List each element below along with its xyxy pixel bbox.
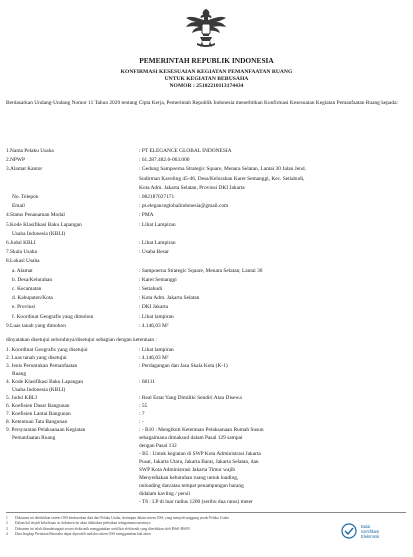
field-value: dengan Pasal 132	[139, 443, 177, 449]
field-value: : Lihat lampiran	[139, 347, 174, 353]
approval-heading: dinyatakan disetujui seluruhnya/disetujui sebagian dengan ketentuan :	[6, 337, 157, 343]
field-value: : 082187027171	[139, 194, 175, 200]
footnote-number: 1	[6, 516, 8, 520]
field-label: 5.Kode Klasifikasi Baku Lapangan	[6, 221, 82, 228]
field-label: Usaha Indonesia (KBLI)	[12, 387, 66, 393]
intro-paragraph: Berdasarkan Undang-Undang Nomor 11 Tahun 2020 tentang Cipta Kerja, Pemerintah Republik Indonesia menerbitkan Konfirmasi Kesesuaian Kegiatan Pemanfaatan Ruang kepada:	[6, 100, 398, 106]
footnote-number: 3	[6, 526, 8, 531]
field-label: d. Kabupaten/Kota	[12, 295, 53, 302]
field-value: : PT ELEGANCE GLOBAL INDONESIA	[139, 148, 232, 154]
field-label: 8. Ketentuan Tata Bangunan	[6, 419, 68, 425]
field-value: Kota Adm. Jakarta Selatan, Provinsi DKI Jakarta	[139, 184, 245, 191]
field-label: 3.Alamat Kantor	[6, 166, 43, 173]
document-subtitle: KONFIRMASI KESESUAIAN KEGIATAN PEMANFAATAN RUANG	[120, 69, 293, 75]
field-label: 6.Judul KBLI	[6, 240, 36, 246]
field-label: 4.Status Penanaman Modal	[6, 212, 65, 219]
field-value: : Gedung Sampoerna Strategic Square, Menara Selatan, Lantai 30 Jalan Jend.	[139, 166, 306, 173]
field-value: : - B10 : Mengikuti Ketentuan Pelaksanaan Rumah Susun	[139, 427, 264, 433]
field-value: unloading dan/atau tempat penampungan barang	[139, 483, 244, 489]
field-value: - T6 : LP di luar radius 1200 (seribu dua ratus) meter	[139, 499, 253, 505]
footnote	[6, 532, 326, 537]
field-value: : Setiabudi	[139, 286, 163, 292]
field-label: Email	[12, 203, 25, 210]
field-label: No. Telepon	[12, 194, 39, 200]
field-label: 1.Nama Pelaku Usaha	[6, 148, 54, 154]
field-value: Menyediakan kebutuhan ruang untuk loading,	[139, 475, 239, 481]
footnote-text: Dokumen ini telah ditandatangani secara elektronik menggunakan sertifikat elektronik yang diterbitkan oleh BSrE-BSSN	[15, 526, 190, 531]
footnotes	[6, 516, 326, 538]
field-label: 6. Koefisien Dasar Bangunan	[6, 403, 70, 409]
field-label: Ruang	[12, 371, 27, 377]
bsre-line-3: Elektronik	[361, 533, 380, 539]
field-value: : 4.146,03 M²	[139, 322, 169, 329]
field-label: 2. Luas tanah yang disetujui	[6, 355, 67, 361]
garuda-emblem-icon	[183, 6, 229, 52]
field-label: e. Provinsi	[12, 304, 36, 311]
field-label: a. Alamat	[12, 267, 33, 274]
field-label: b. Desa/Kelurahan	[12, 276, 53, 283]
field-value: SWP Kota Administrasi Jakarta Timur wajib	[139, 467, 236, 473]
footnote-text: Dalam hal terjadi kekeliruan isi dokumen ini akan dilakukan perbaikan sebagaimana mestinya	[15, 521, 151, 526]
footnote-number: 2	[6, 521, 8, 526]
field-value: : Sampoerna Strategic Square, Menara Selatan, Lantai 30	[139, 267, 263, 274]
field-label: 9. Persyaratan Pelaksanaan Kegiatan	[6, 427, 86, 433]
field-value: : Perdagangan dan Jasa Skala Kota (K-1)	[139, 363, 228, 369]
field-value: : 7	[139, 411, 145, 417]
field-label: 7.Skala Usaha	[6, 249, 37, 256]
field-label: 8.Lokasi Usaha	[6, 258, 40, 265]
document-subtitle-2: UNTUK KEGIATAN BERUSAHA	[164, 76, 249, 82]
footer-divider	[6, 512, 406, 513]
field-value: : pt.eleganceglobalindonesia@gmail.com	[139, 203, 229, 210]
field-label: 4. Kode Klasifikasi Baku Lapangan	[6, 379, 84, 385]
field-label: Pemanfaatan Ruang	[12, 435, 56, 441]
document-title: PEMERINTAH REPUBLIK INDONESIA	[139, 56, 274, 65]
field-value: Sudirman Kaveling 45-46, Desa/Kelurahan Karet Semanggi, Kec. Setiabudi,	[139, 175, 305, 182]
field-value: : Lihat lampiran	[139, 313, 174, 320]
bsre-line-1: Balai	[361, 523, 371, 529]
field-label: 7. Koefisien Lantai Bangunan	[6, 411, 71, 417]
field-value: : 68111	[139, 379, 155, 385]
field-value: didalam kavling / persil	[139, 491, 191, 497]
field-value: : 61.287.482.6-063.000	[139, 157, 190, 164]
footnote-number: 4	[6, 532, 8, 537]
field-value: sebagaimana dimaksud dalam Pasal 129 sampai	[139, 435, 243, 441]
bsre-badge	[341, 518, 407, 544]
field-value: - B5 : Untuk kegiatan di SWP Kota Administrasi Jakarta	[139, 451, 261, 457]
field-value: : PMA	[139, 212, 154, 219]
field-value: : Usaha Besar	[139, 249, 169, 256]
field-label: 3. Jenis Peruntukan Pemanfaatan	[6, 363, 78, 369]
field-value: : Real Estat Yang Dimiliki Sendiri Atau Disewa	[139, 395, 242, 401]
field-value: : DKI Jakarta	[139, 304, 169, 311]
footnote-text: Dokumen ini diterbitkan sistem OSS berdasarkan data dari Pelaku Usaha, tersimpan dalam sistem OSS, yang menjadi tanggung jawab Pelaku Usaha	[15, 516, 229, 520]
field-label: 5. Judul KBLI	[6, 395, 37, 401]
field-label: 2.NPWP	[6, 157, 26, 164]
document-number: NOMOR : 25102210113174434	[169, 83, 244, 89]
field-value: : Lihat Lampiran	[139, 221, 176, 228]
field-value: Pusat, Jakarta Utara, Jakarta Barat, Jakarta Selatan, dan	[139, 459, 259, 465]
field-label: 9.Luas tanah yang dimohon	[6, 322, 66, 329]
field-value: : 55	[139, 403, 148, 409]
field-value: : Kota Adm. Jakarta Selatan	[139, 295, 200, 302]
field-value: : Lihat Lampiran	[139, 240, 176, 246]
field-value: : 4.146,03 M²	[139, 355, 169, 361]
footnote-text: Data lengkap Perizinan Berusaha dapat diperoleh melalui sistem OSS menggunakan hak akses	[15, 532, 152, 537]
field-value: : Karet Semanggi	[139, 276, 177, 283]
field-label: f. Koordinat Geografis yang dimohon	[12, 313, 94, 320]
bsre-line-2: Sertifikasi	[361, 528, 380, 534]
field-label: c. Kecamatan	[12, 286, 42, 292]
field-label: Usaha Indonesia (KBLI)	[12, 230, 66, 237]
field-value: : -	[139, 419, 144, 425]
bsre-logo-icon	[341, 523, 357, 539]
field-label: 1. Koordinat Geografis yang disetujui	[6, 347, 88, 353]
